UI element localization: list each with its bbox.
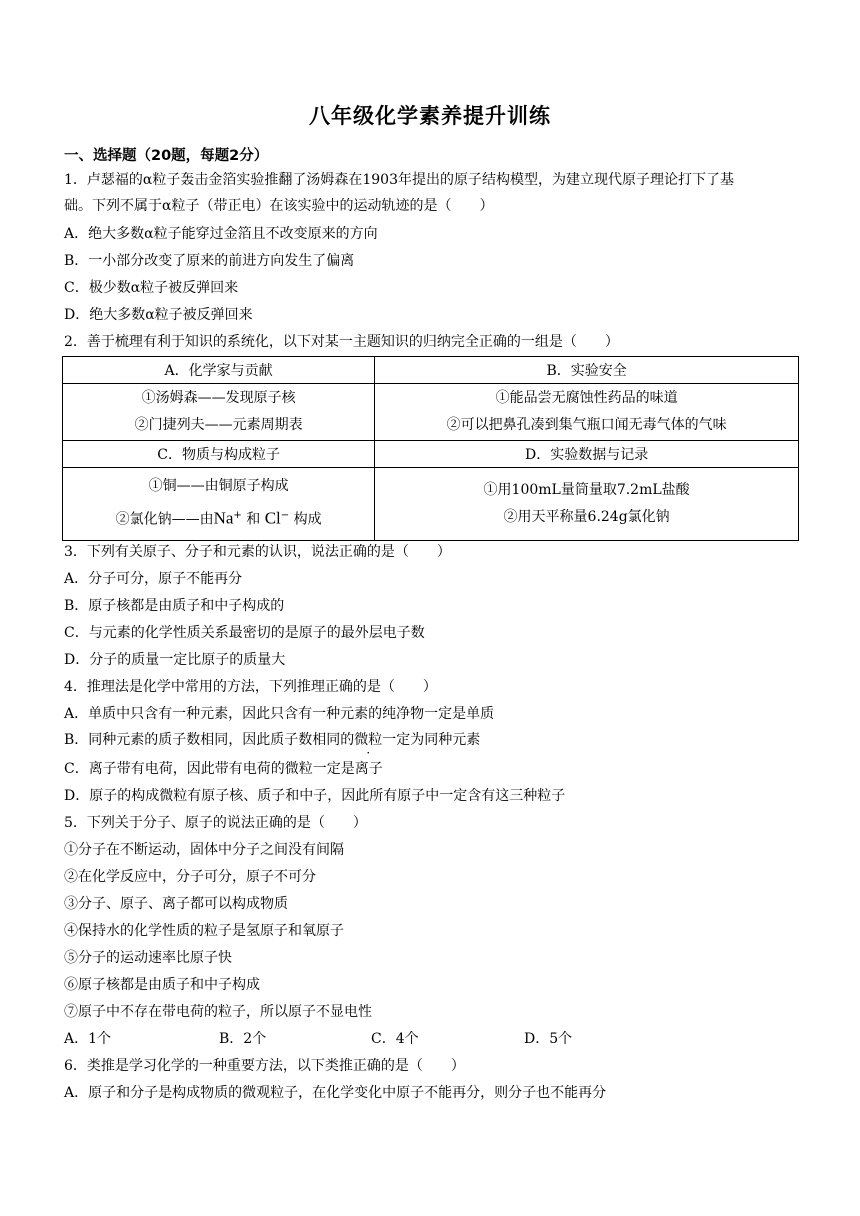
q5-option-b: B．2个 <box>219 1031 267 1047</box>
q2-c-item-1: ①铜——由铜原子构成 <box>148 478 289 495</box>
q1-option-a: A．绝大多数α粒子能穿过金箔且不改变原来的方向 <box>64 226 378 242</box>
q2-c-item-2-text: ②氯化钠——由 <box>115 511 214 528</box>
q4-option-c: C．离子带有电荷，因此带有电荷的微粒一定是离子 <box>64 761 383 777</box>
q4-stem: 4．推理法是化学中常用的方法，下列推理正确的是（ ） <box>64 679 437 695</box>
chloride-charge: − <box>280 510 290 522</box>
q1-option-d: D．绝大多数α粒子被反弹回来 <box>64 307 253 323</box>
q2-d-item-2: ②用天平称量6.24g氯化钠 <box>503 509 670 525</box>
q2-cell-a-body <box>63 384 375 441</box>
q1-option-c: C．极少数α粒子被反弹回来 <box>64 280 239 296</box>
q2-cell-d-head: D．实验数据与记录 <box>375 441 799 468</box>
q3-stem: 3．下列有关原子、分子和元素的认识，说法正确的是（ ） <box>64 544 451 560</box>
q3-option-c: C．与元素的化学性质关系最密切的是原子的最外层电子数 <box>64 625 425 641</box>
sodium-charge: + <box>233 510 242 522</box>
q2-cell-c-head: C．物质与构成粒子 <box>63 441 375 468</box>
q5-item: ⑦原子中不存在带电荷的粒子，所以原子不显电性 <box>64 1004 372 1020</box>
q3-option-a: A．分子可分，原子不能再分 <box>64 571 243 587</box>
q2-cell-c-body <box>63 468 375 541</box>
q2-stem: 2．善于梳理有利于知识的系统化，以下对某一主题知识的归纳完全正确的一组是（ ） <box>64 334 619 350</box>
chloride-ion: Cl <box>264 508 281 528</box>
q1-stem-line2: 础。下列不属于α粒子（带正电）在该实验中的运动轨迹的是（ ） <box>64 198 494 214</box>
q2-table <box>62 356 799 541</box>
q6-stem: 6．类推是学习化学的一种重要方法，以下类推正确的是（ ） <box>64 1058 465 1074</box>
q4-option-a: A．单质中只含有一种元素，因此只含有一种元素的纯净物一定是单质 <box>64 706 495 722</box>
q5-item: ②在化学反应中，分子可分，原子不可分 <box>64 869 316 885</box>
q4-option-b <box>64 730 480 750</box>
q5-item: ⑥原子核都是由质子和中子构成 <box>64 977 260 993</box>
q2-a-item-2: ②门捷列夫——元素周期表 <box>134 417 303 433</box>
q3-option-b: B．原子核都是由质子和中子构成的 <box>64 598 285 614</box>
q2-d-item-1: ①用100mL量筒量取7.2mL盐酸 <box>483 482 690 498</box>
page-title: 八年级化学素养提升训练 <box>309 104 551 128</box>
q2-b-item-2: ②可以把鼻孔凑到集气瓶口闻无毒气体的气味 <box>446 417 727 433</box>
q2-b-item-1: ①能品尝无腐蚀性药品的味道 <box>495 390 678 406</box>
q4-option-d: D．原子的构成微粒有原子核、质子和中子，因此所有原子中一定含有这三种粒子 <box>64 788 566 804</box>
q2-c-item-2-and: 和 <box>246 511 261 528</box>
q5-option-c: C．4个 <box>371 1031 419 1047</box>
q4-option-b-text: B．同种元素的质子数相同，因此质子数相同的 <box>64 732 355 748</box>
q2-a-item-1: ①汤姆森——发现原子核 <box>141 390 296 406</box>
q5-item: ⑤分子的运动速率比原子快 <box>64 950 232 966</box>
q4-emphasis-word: 微粒 <box>354 732 383 748</box>
q5-stem: 5．下列关于分子、原子的说法正确的是（ ） <box>64 815 367 831</box>
q1-option-b: B．一小部分改变了原来的前进方向发生了偏离 <box>64 253 355 269</box>
sodium-ion: Na <box>213 508 234 528</box>
q2-cell-a-head: A．化学家与贡献 <box>63 357 375 384</box>
q3-option-d: D．分子的质量一定比原子的质量大 <box>64 652 286 668</box>
q2-cell-b-body <box>375 384 799 441</box>
q6-option-a: A．原子和分子是构成物质的微观粒子，在化学变化中原子不能再分，则分子也不能再分 <box>64 1085 607 1101</box>
q5-item: ④保持水的化学性质的粒子是氢原子和氧原子 <box>64 923 344 939</box>
q4-option-b-end: 一定为同种元素 <box>382 732 481 748</box>
q2-cell-d-body <box>375 468 799 541</box>
q1-stem-line1: 1．卢瑟福的α粒子轰击金箔实验推翻了汤姆森在1903年提出的原子结构模型，为建立现代原子理论打下了基 <box>64 172 734 188</box>
q2-c-item-2-end: 构成 <box>293 511 322 528</box>
q2-c-item-2 <box>63 500 374 536</box>
q5-item: ③分子、原子、离子都可以构成物质 <box>64 896 288 912</box>
section-heading: 一、选择题（20题，每题2分） <box>64 148 269 164</box>
q5-item: ①分子在不断运动，固体中分子之间没有间隔 <box>64 842 344 858</box>
q2-cell-b-head: B．实验安全 <box>375 357 799 384</box>
q5-option-d: D．5个 <box>524 1031 573 1047</box>
q5-option-a: A．1个 <box>64 1031 112 1047</box>
